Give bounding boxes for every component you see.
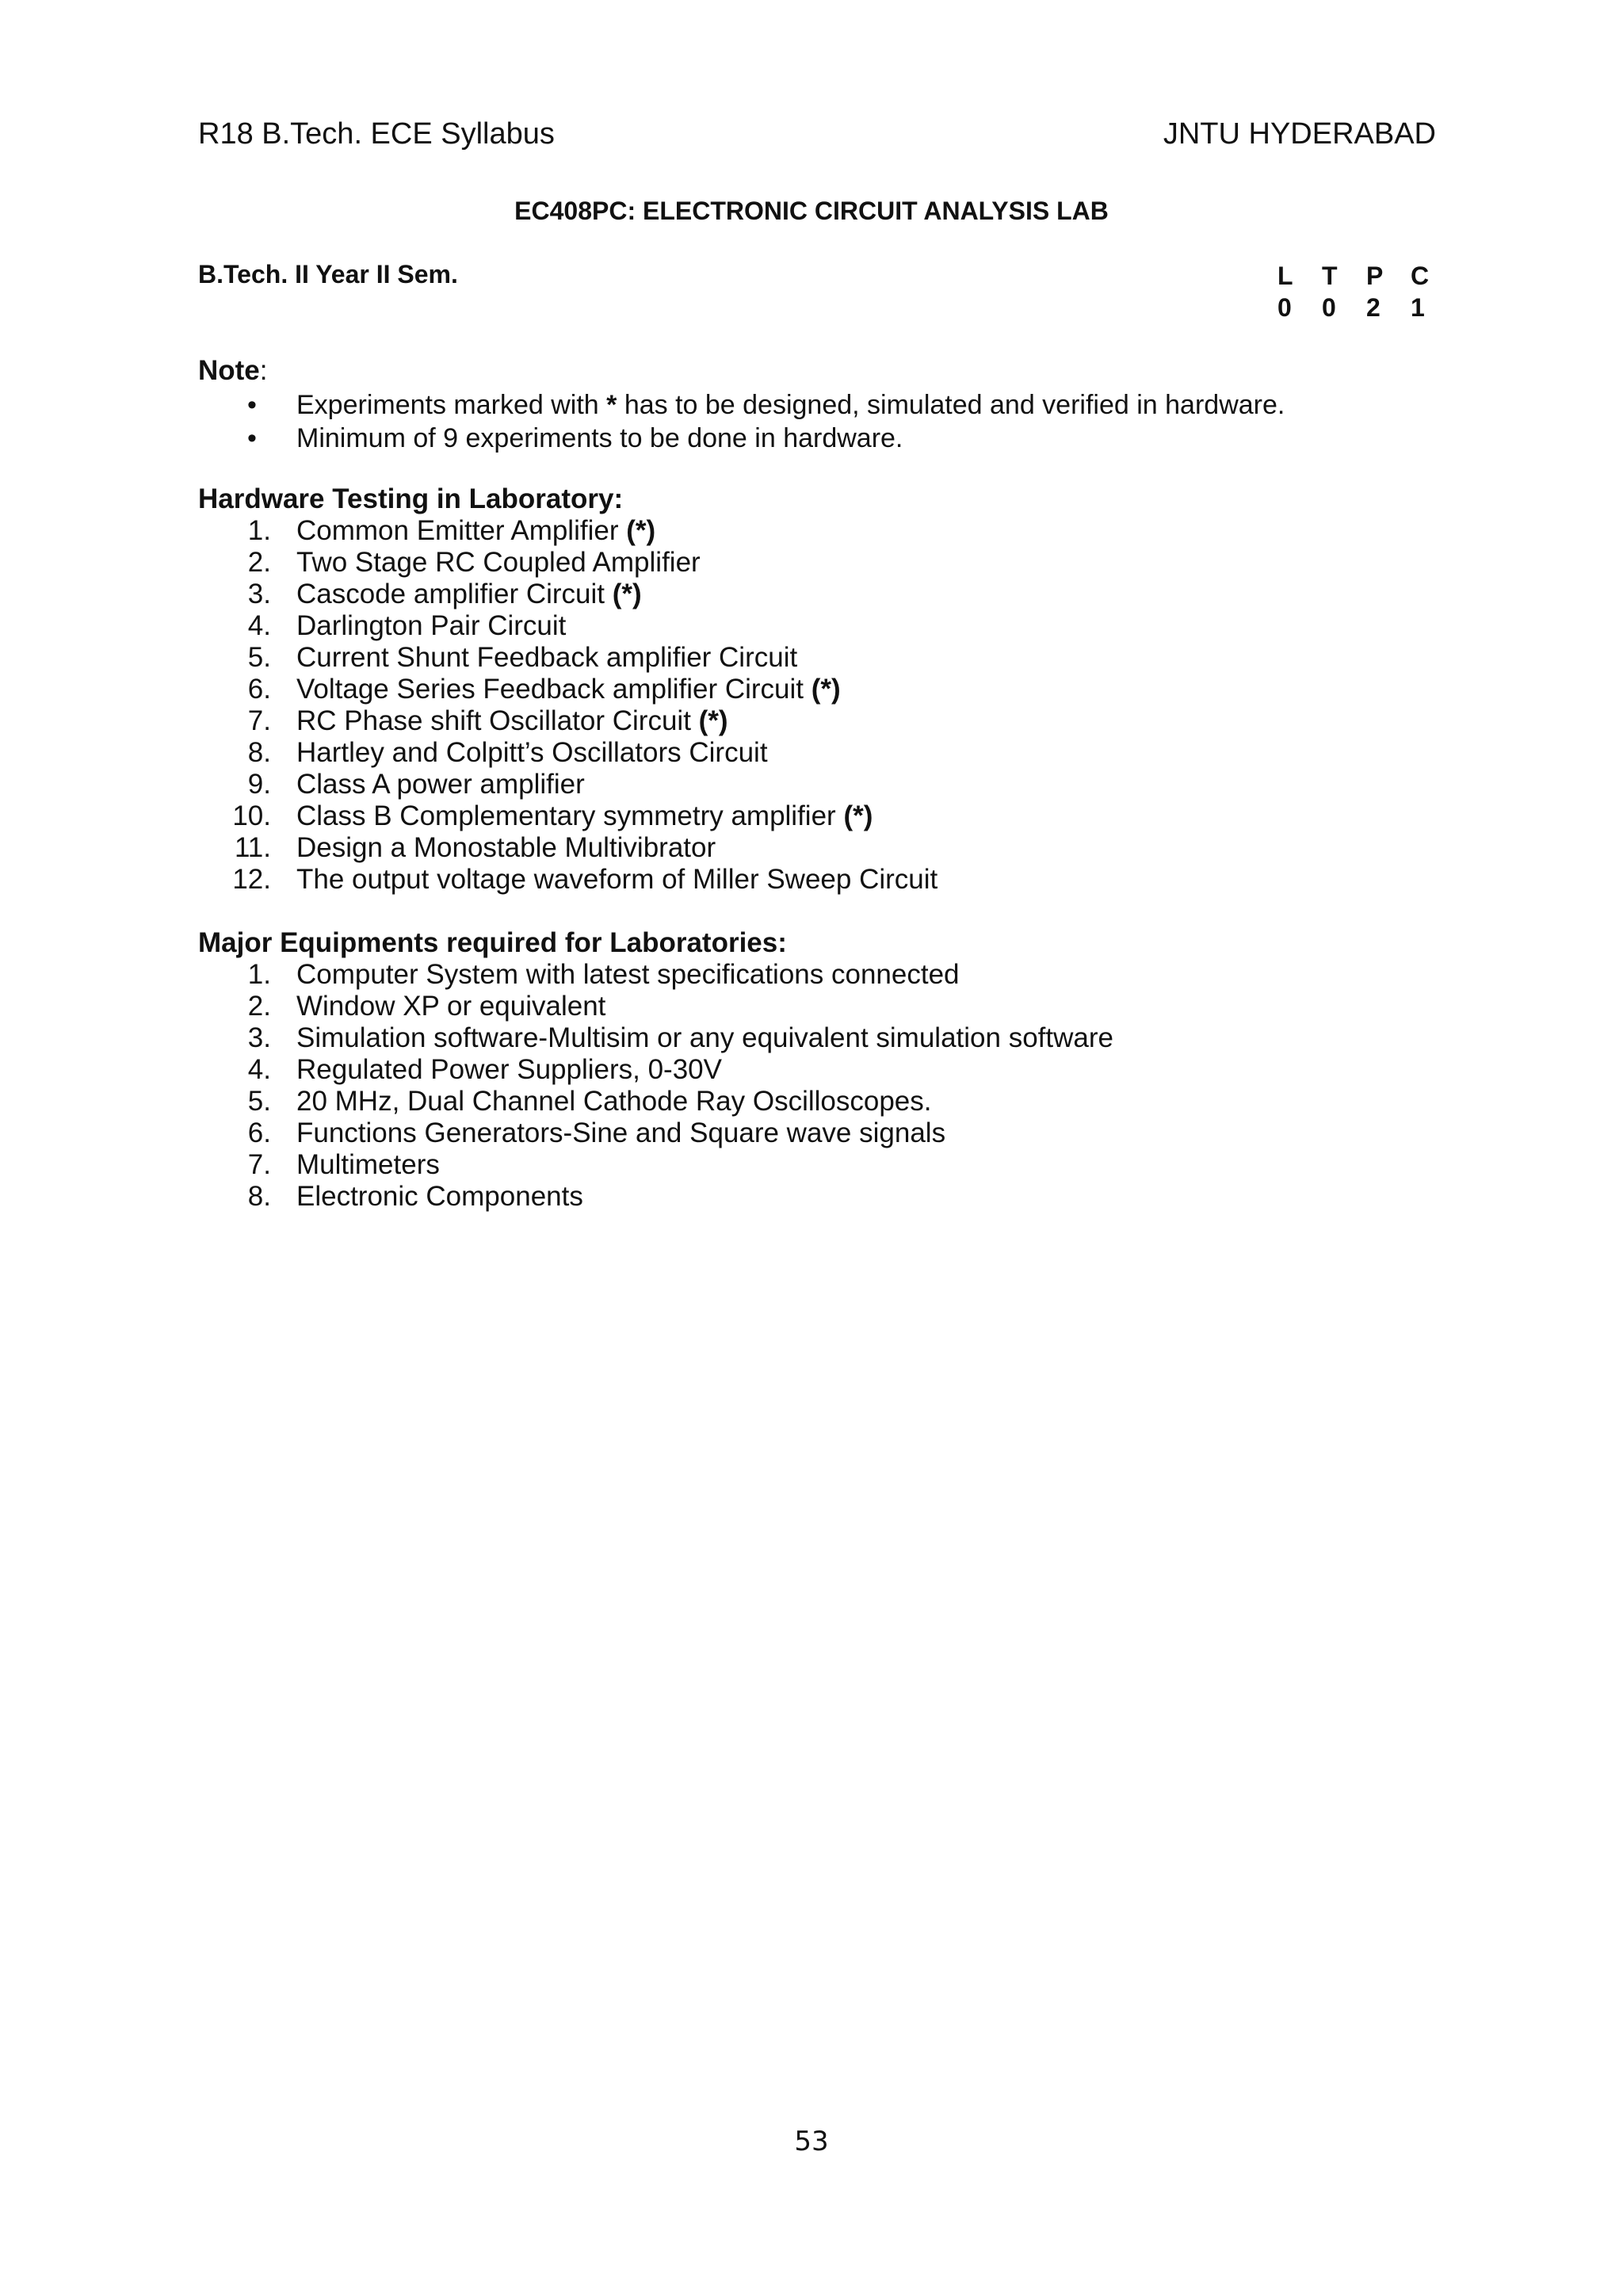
item-number: 9. xyxy=(247,769,271,800)
item-text: Common Emitter Amplifier xyxy=(296,515,627,546)
item-text: Voltage Series Feedback amplifier Circuit xyxy=(296,674,812,705)
page-number: 53 xyxy=(794,2126,829,2157)
hardware-list-item xyxy=(198,737,768,769)
equipment-list-item xyxy=(198,959,960,991)
item-number: 6. xyxy=(247,674,271,705)
item-number: 3. xyxy=(247,579,271,609)
item-number: 6. xyxy=(247,1117,271,1148)
item-text: Window XP or equivalent xyxy=(296,991,606,1022)
ltpc-label-t: T xyxy=(1322,261,1338,290)
note-label: Note xyxy=(198,355,260,386)
item-number: 11. xyxy=(234,832,271,863)
item-number: 7. xyxy=(247,705,271,736)
item-text: 20 MHz, Dual Channel Cathode Ray Oscilloscopes. xyxy=(296,1086,932,1117)
equipment-list-item xyxy=(198,1117,946,1149)
year-semester: B.Tech. II Year II Sem. xyxy=(198,260,458,288)
equipment-title: Major Equipments required for Laboratories: xyxy=(198,927,787,958)
bullet-icon: • xyxy=(247,390,257,420)
ltpc-label-p: P xyxy=(1366,261,1384,290)
item-number: 3. xyxy=(247,1022,271,1053)
hardware-list-item xyxy=(198,705,728,737)
item-text: RC Phase shift Oscillator Circuit xyxy=(296,705,699,736)
note-text-pre: Minimum of 9 experiments to be done in hardware. xyxy=(296,423,903,453)
item-number: 10. xyxy=(232,800,271,831)
item-number: 5. xyxy=(247,642,271,673)
item-number: 4. xyxy=(247,1054,271,1085)
design-mark: (*) xyxy=(811,674,841,705)
hardware-list-item xyxy=(198,674,841,705)
item-text: Current Shunt Feedback amplifier Circuit xyxy=(296,642,798,673)
item-text: Computer System with latest specifications connected xyxy=(296,959,960,990)
note-heading xyxy=(198,355,268,387)
hardware-list-item xyxy=(198,832,716,864)
note-text-post: has to be designed, simulated and verified in hardware. xyxy=(617,390,1285,420)
header-left: R18 B.Tech. ECE Syllabus xyxy=(198,117,555,151)
hardware-section xyxy=(198,483,938,896)
item-text: Multimeters xyxy=(296,1149,440,1180)
ltpc-value-l: 0 xyxy=(1277,292,1292,322)
item-text: Regulated Power Suppliers, 0-30V xyxy=(296,1054,722,1085)
item-number: 2. xyxy=(247,991,271,1022)
item-number: 2. xyxy=(247,547,271,578)
course-title: EC408PC: ELECTRONIC CIRCUIT ANALYSIS LAB xyxy=(514,197,1109,225)
ltpc-labels xyxy=(1277,260,1455,292)
hardware-list-item xyxy=(198,769,623,800)
item-text: Design a Monostable Multivibrator xyxy=(296,832,716,863)
equipment-list-item xyxy=(198,1054,787,1086)
ltpc-label-l: L xyxy=(1277,261,1293,290)
item-number: 7. xyxy=(247,1149,271,1180)
item-number: 8. xyxy=(247,1181,271,1212)
item-text: Class A power amplifier xyxy=(296,769,585,800)
hardware-list-item xyxy=(198,610,623,642)
item-number: 8. xyxy=(247,737,271,768)
header-right: JNTU HYDERABAD xyxy=(1163,117,1436,151)
ltpc-label-c: C xyxy=(1411,261,1430,290)
bullet-icon: • xyxy=(247,423,257,453)
item-text: Class B Complementary symmetry amplifier xyxy=(296,800,844,831)
item-text: Cascode amplifier Circuit xyxy=(296,579,613,609)
hardware-list-item xyxy=(198,579,642,610)
equipment-list-item xyxy=(198,1022,1113,1054)
item-text: Darlington Pair Circuit xyxy=(296,610,567,641)
equipment-list xyxy=(198,959,1113,1213)
equipment-list-item xyxy=(198,1086,932,1117)
equipment-list-item xyxy=(198,1149,787,1181)
note-text-pre: Experiments marked with xyxy=(296,390,607,420)
note-asterisk: * xyxy=(606,390,617,420)
item-text: Simulation software-Multisim or any equivalent simulation software xyxy=(296,1022,1113,1053)
item-text: Two Stage RC Coupled Amplifier xyxy=(296,547,701,578)
ltpc-table xyxy=(1277,260,1455,323)
item-number: 1. xyxy=(247,959,271,990)
item-number: 12. xyxy=(232,864,271,895)
hardware-list-item xyxy=(198,642,798,674)
item-text: Hartley and Colpitt’s Oscillators Circuit xyxy=(296,737,768,768)
hardware-list-item xyxy=(198,864,938,896)
ltpc-values xyxy=(1277,292,1455,323)
design-mark: (*) xyxy=(698,705,728,736)
equipment-section xyxy=(198,927,1113,1213)
design-mark: (*) xyxy=(843,800,873,831)
hardware-list xyxy=(198,515,938,896)
equipment-list-item xyxy=(198,1181,787,1213)
ltpc-value-c: 1 xyxy=(1411,292,1425,322)
hardware-title: Hardware Testing in Laboratory: xyxy=(198,483,624,514)
note-colon: : xyxy=(259,355,268,386)
item-text: Electronic Components xyxy=(296,1181,583,1212)
design-mark: (*) xyxy=(612,579,642,609)
item-number: 1. xyxy=(247,515,271,546)
design-mark: (*) xyxy=(626,515,656,546)
ltpc-value-t: 0 xyxy=(1322,292,1336,322)
ltpc-value-p: 2 xyxy=(1366,292,1381,322)
hardware-list-item xyxy=(198,547,701,579)
hardware-list-item xyxy=(198,800,873,832)
item-number: 5. xyxy=(247,1086,271,1117)
item-number: 4. xyxy=(247,610,271,641)
item-text: The output voltage waveform of Miller Sweep Circuit xyxy=(296,864,938,895)
hardware-list-item xyxy=(198,515,656,547)
equipment-list-item xyxy=(198,991,787,1022)
item-text: Functions Generators-Sine and Square wave signals xyxy=(296,1117,946,1148)
